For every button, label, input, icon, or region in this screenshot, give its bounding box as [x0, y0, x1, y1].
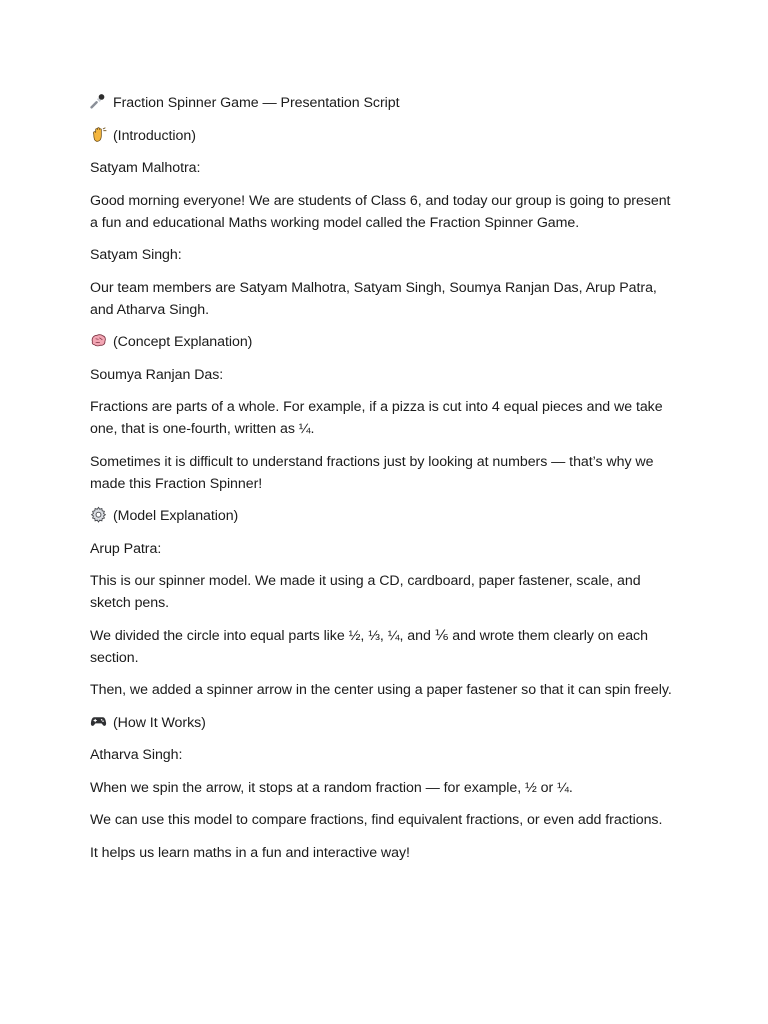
section-heading-label: (Introduction)	[113, 127, 196, 144]
speaker-text: Good morning everyone! We are students of Class 6, and today our group is going to present a fun and educational Maths working model called the Fraction Spinner Game.	[90, 192, 671, 231]
section-heading-label: (Model Explanation)	[113, 508, 239, 524]
speaker-name: Satyam Malhotra:	[90, 160, 201, 176]
microphone-icon	[90, 93, 107, 110]
speaker-text: Sometimes it is difficult to understand fractions just by looking at numbers — that’s why we made this Fraction Spinner!	[90, 453, 654, 492]
speaker-text: Our team members are Satyam Malhotra, Satyam Singh, Soumya Ranjan Das, Arup Patra, and Atharva Singh.	[90, 279, 657, 318]
section-heading-label: (How It Works)	[113, 714, 206, 731]
speaker-text: We can use this model to compare fractions, find equivalent fractions, or even add fractions.	[90, 812, 663, 828]
gear-icon	[90, 506, 107, 523]
section-heading-model	[90, 505, 682, 527]
speaker-text: It helps us learn maths in a fun and interactive way!	[90, 844, 410, 861]
speaker-text: Then, we added a spinner arrow in the center using a paper fastener so that it can spin freely.	[90, 682, 672, 698]
speaker-text: This is our spinner model. We made it using a CD, cardboard, paper fastener, scale, and sketch pens.	[90, 573, 641, 611]
speaker-name: Atharva Singh:	[90, 747, 183, 763]
speaker-name: Arup Patra:	[90, 540, 162, 557]
brain-icon	[90, 332, 107, 349]
document-page	[90, 92, 682, 874]
section-heading-label: (Concept Explanation)	[113, 334, 253, 350]
section-heading-how	[90, 712, 682, 734]
document-title	[90, 92, 682, 114]
speaker-text: Fractions are parts of a whole. For example, if a pizza is cut into 4 equal pieces and we take one, that is one-fourth, written as ¼.	[90, 399, 663, 437]
section-heading-introduction	[90, 125, 682, 147]
speaker-name: Soumya Ranjan Das:	[90, 366, 224, 383]
title-text: Fraction Spinner Game — Presentation Script	[113, 95, 400, 111]
section-heading-concept	[90, 331, 682, 353]
waving-hand-icon	[90, 126, 107, 143]
speaker-text: When we spin the arrow, it stops at a random fraction — for example, ½ or ¼.	[90, 779, 573, 796]
speaker-name: Satyam Singh:	[90, 247, 182, 263]
speaker-text: We divided the circle into equal parts like ½, ⅓, ¼, and ⅙ and wrote them clearly on each section.	[90, 627, 648, 666]
game-controller-icon	[90, 713, 107, 730]
